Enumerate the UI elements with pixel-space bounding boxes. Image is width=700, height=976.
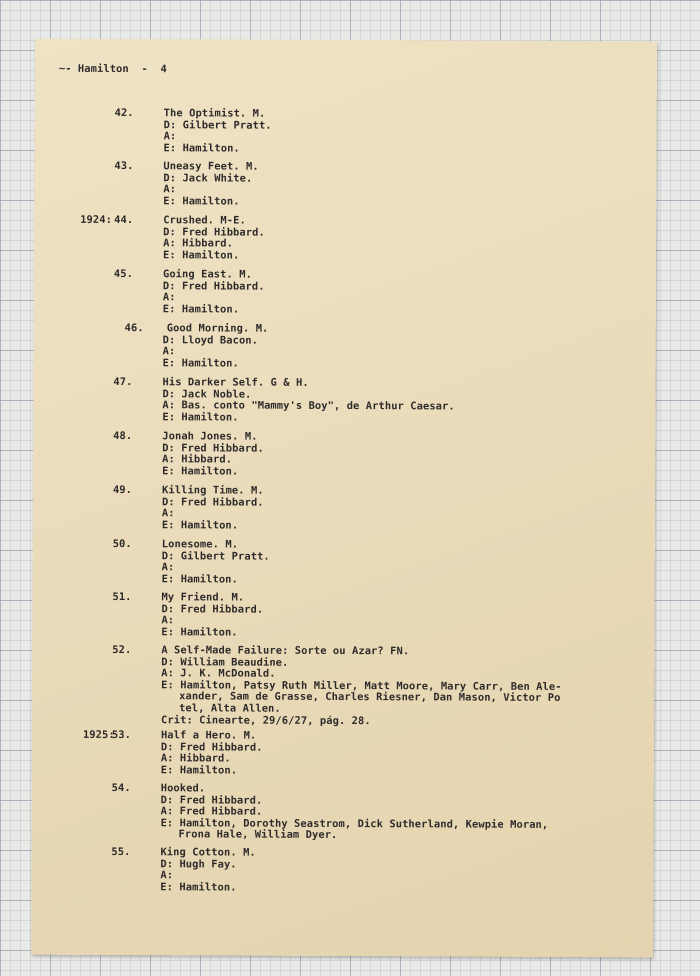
entry-number: 52.	[112, 643, 132, 657]
entry-number: 43.	[114, 159, 134, 173]
cast-line-continued: xander, Sam de Grasse, Charles Riesner, Dan Mason, Victor Po	[179, 690, 561, 705]
author-line: A:	[161, 561, 175, 574]
cast-line: E: Hamilton.	[160, 880, 237, 894]
cast-line: E: Hamilton.	[161, 572, 238, 586]
entry-title: The Optimist. M.	[163, 107, 266, 120]
cast-line: E: Hamilton.	[161, 518, 239, 532]
entry-number: 49.	[112, 483, 133, 497]
entry-title: His Darker Self. G & H.	[162, 376, 309, 389]
entry-number: 42.	[114, 106, 134, 120]
cast-line: E: Hamilton.	[162, 356, 239, 370]
entry-title: Jonah Jones. M.	[162, 430, 258, 443]
author-line: A:	[161, 507, 175, 520]
entry-title: Uneasy Feet. M.	[163, 160, 259, 173]
director-line: D: Jack Noble.	[162, 387, 252, 401]
director-line: D: Lloyd Bacon.	[162, 333, 259, 347]
entry-number: 50.	[112, 537, 132, 551]
year-label: 1925:	[82, 728, 115, 742]
entry-title: Hooked.	[160, 782, 206, 795]
entry-title: King Cotton. M.	[160, 846, 256, 859]
cast-line: E: Hamilton.	[162, 302, 240, 316]
author-line: A: Fred Hibbard.	[160, 805, 263, 818]
director-line: D: Fred Hibbard.	[160, 793, 263, 807]
entry-51	[33, 590, 633, 639]
director-line: D: Fred Hibbard.	[161, 602, 264, 616]
entry-52	[32, 643, 632, 727]
cast-line: E: Hamilton, Patsy Ruth Miller, Matt Moore, Mary Carr, Ben Ale-	[161, 678, 562, 693]
entry-50	[33, 537, 633, 586]
cast-line: E: Hamilton.	[163, 141, 240, 155]
entry-title: A Self-Made Failure: Sorte ou Azar? FN.	[161, 644, 410, 658]
entry-title: Killing Time. M.	[162, 484, 264, 497]
entry-number: 48.	[113, 429, 133, 443]
entry-42	[35, 106, 635, 155]
entry-number: 45.	[113, 267, 134, 281]
director-line: D: Fred Hibbard.	[162, 441, 264, 455]
author-line: A:	[163, 130, 177, 143]
cast-line: E: Hamilton.	[162, 410, 239, 424]
author-line: A:	[160, 869, 174, 882]
entry-45	[34, 267, 634, 316]
entry-number: 51.	[112, 590, 132, 604]
author-line: A:	[163, 183, 177, 196]
entry-title: Lonesome. M.	[161, 538, 239, 551]
director-line: D: Gilbert Pratt.	[163, 118, 272, 132]
director-line: D: Fred Hibbard.	[160, 740, 263, 754]
entry-number: 54.	[111, 781, 131, 795]
author-line: A:	[162, 291, 176, 304]
author-line: A: Hibbard.	[163, 237, 234, 250]
cast-line: E: Hamilton.	[163, 248, 240, 262]
entry-title: Going East. M.	[162, 268, 252, 281]
entry-number: 53.	[111, 728, 131, 742]
cast-line: E: Hamilton.	[160, 763, 238, 777]
critique-line: Crit: Cinearte, 29/6/27, pág. 28.	[161, 713, 371, 727]
typewritten-page	[31, 39, 657, 958]
cast-line: E: Hamilton.	[161, 625, 238, 639]
author-line: A: Bas. conto "Mammy's Boy", de Arthur Caesar.	[162, 399, 455, 413]
entry-54	[32, 781, 632, 842]
director-line: D: Hugh Fay.	[160, 857, 237, 871]
entry-44	[34, 213, 634, 262]
entry-number: 55.	[111, 845, 131, 859]
page-header: ~- Hamilton - 4	[58, 62, 167, 76]
cast-line-continued: Frona Hale, William Dyer.	[178, 828, 338, 842]
author-line: A:	[162, 345, 176, 358]
director-line: D: Fred Hibbard.	[162, 279, 265, 293]
entry-title: Half a Hero. M.	[160, 729, 257, 742]
director-line: D: Gilbert Pratt.	[161, 549, 270, 563]
cast-line-continued: tel, Alta Allen.	[179, 702, 281, 715]
entry-49	[33, 483, 633, 532]
entry-number: 47.	[113, 375, 133, 389]
entry-53	[32, 728, 632, 777]
cast-line: E: Hamilton.	[163, 194, 240, 208]
author-line: A: J. K. McDonald.	[161, 667, 276, 680]
entry-47	[34, 375, 634, 424]
filmography-sheet	[31, 39, 657, 958]
entry-43	[34, 159, 634, 208]
entry-number: 44.	[114, 213, 134, 227]
entry-title: Good Morning. M.	[166, 322, 269, 335]
director-line: D: William Beaudine.	[161, 655, 289, 669]
year-label: 1924:	[80, 213, 113, 226]
director-line: D: Jack White.	[163, 171, 253, 185]
entry-number: 46.	[124, 322, 144, 335]
entry-title: My Friend. M.	[161, 591, 245, 604]
author-line: A: Hibbard.	[160, 752, 231, 765]
entry-55	[31, 845, 631, 894]
cast-line: E: Hamilton, Dorothy Seastrom, Dick Sutherland, Kewpie Moran,	[160, 816, 549, 831]
entry-46	[34, 322, 634, 370]
author-line: A:	[161, 614, 175, 627]
entry-48	[33, 429, 633, 478]
author-line: A: Hibbard.	[162, 453, 233, 466]
director-line: D: Fred Hibbard.	[163, 225, 265, 239]
cast-line: E: Hamilton.	[162, 464, 239, 478]
director-line: D: Fred Hibbard.	[161, 495, 264, 509]
entry-title: Crushed. M-E.	[163, 214, 246, 227]
